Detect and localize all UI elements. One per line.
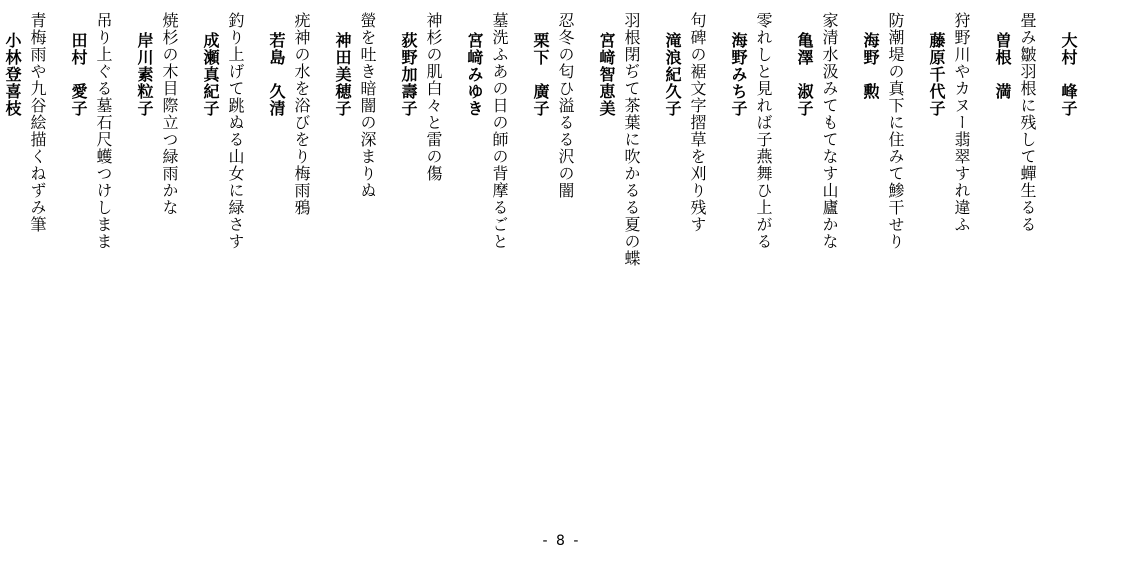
haiku-entry (1017, 12, 1083, 512)
haiku-text: 防潮堤の真下に住みて鯵干せり (886, 12, 905, 250)
haiku-entry (555, 12, 621, 512)
haiku-entry (423, 12, 489, 512)
haiku-entry (0, 12, 27, 512)
author-name: 宮﨑智恵美 (597, 32, 616, 117)
haiku-text: 吊り上ぐる墓石尺蠖つけしまま (94, 12, 113, 250)
author-name: 荻野加壽子 (399, 32, 418, 117)
haiku-entry (753, 12, 819, 512)
haiku-entry (27, 12, 93, 512)
haiku-entry (159, 12, 225, 512)
author-name: 成瀬真紀子 (201, 32, 220, 117)
author-name: 大村 峰子 (1059, 32, 1078, 117)
author-name: 曽根 満 (993, 32, 1012, 100)
haiku-text: 釣り上げて跳ぬる山女に緑さす (226, 12, 245, 250)
haiku-entry (951, 12, 1017, 512)
haiku-entry (225, 12, 291, 512)
haiku-text: 疣神の水を浴びをり梅雨鴉 (292, 12, 311, 216)
haiku-entry (357, 12, 423, 512)
haiku-text: 墓洗ふあの日の師の背摩るごと (490, 12, 509, 250)
haiku-text: 螢を吐き暗闇の深まりぬ (358, 12, 377, 199)
haiku-text: 畳み皺羽根に残して蟬生るる (1018, 12, 1037, 233)
author-name: 藤原千代子 (927, 32, 946, 117)
haiku-entry (621, 12, 687, 512)
haiku-text: 青梅雨や九谷絵描くねずみ筆 (28, 12, 47, 233)
page-number: - 8 - (542, 533, 581, 549)
author-name: 海野みち子 (729, 32, 748, 117)
author-name: 若島 久清 (267, 32, 286, 117)
haiku-columns (0, 12, 1083, 512)
author-name: 岸川素粒子 (135, 32, 154, 117)
haiku-entry (885, 12, 951, 512)
author-name: 神田美穂子 (333, 32, 352, 117)
haiku-entry (687, 12, 753, 512)
author-name: 田村 愛子 (69, 32, 88, 117)
author-name: 海野 勲 (861, 32, 880, 100)
author-name: 小林登喜枝 (3, 32, 22, 117)
haiku-text: 羽根閉ぢて茶葉に吹かるる夏の蝶 (622, 12, 641, 267)
haiku-text: 家清水汲みてもてなす山廬かな (820, 12, 839, 250)
haiku-text: 狩野川やカヌー翡翠すれ違ふ (952, 12, 971, 233)
haiku-entry (489, 12, 555, 512)
haiku-text: 神杉の肌白々と雷の傷 (424, 12, 443, 182)
author-name: 滝浪紀久子 (663, 32, 682, 117)
haiku-entry (291, 12, 357, 512)
haiku-text: 句碑の裾文字摺草を刈り残す (688, 12, 707, 233)
haiku-text: 焼杉の木目際立つ緑雨かな (160, 12, 179, 216)
haiku-text: 零れしと見れば子燕舞ひ上がる (754, 12, 773, 250)
haiku-entry (819, 12, 885, 512)
author-name: 亀澤 淑子 (795, 32, 814, 117)
haiku-text: 忍冬の匂ひ溢るる沢の闇 (556, 12, 575, 199)
author-name: 宮﨑みゆき (465, 32, 484, 117)
haiku-entry (93, 12, 159, 512)
author-name: 栗下 廣子 (531, 32, 550, 117)
